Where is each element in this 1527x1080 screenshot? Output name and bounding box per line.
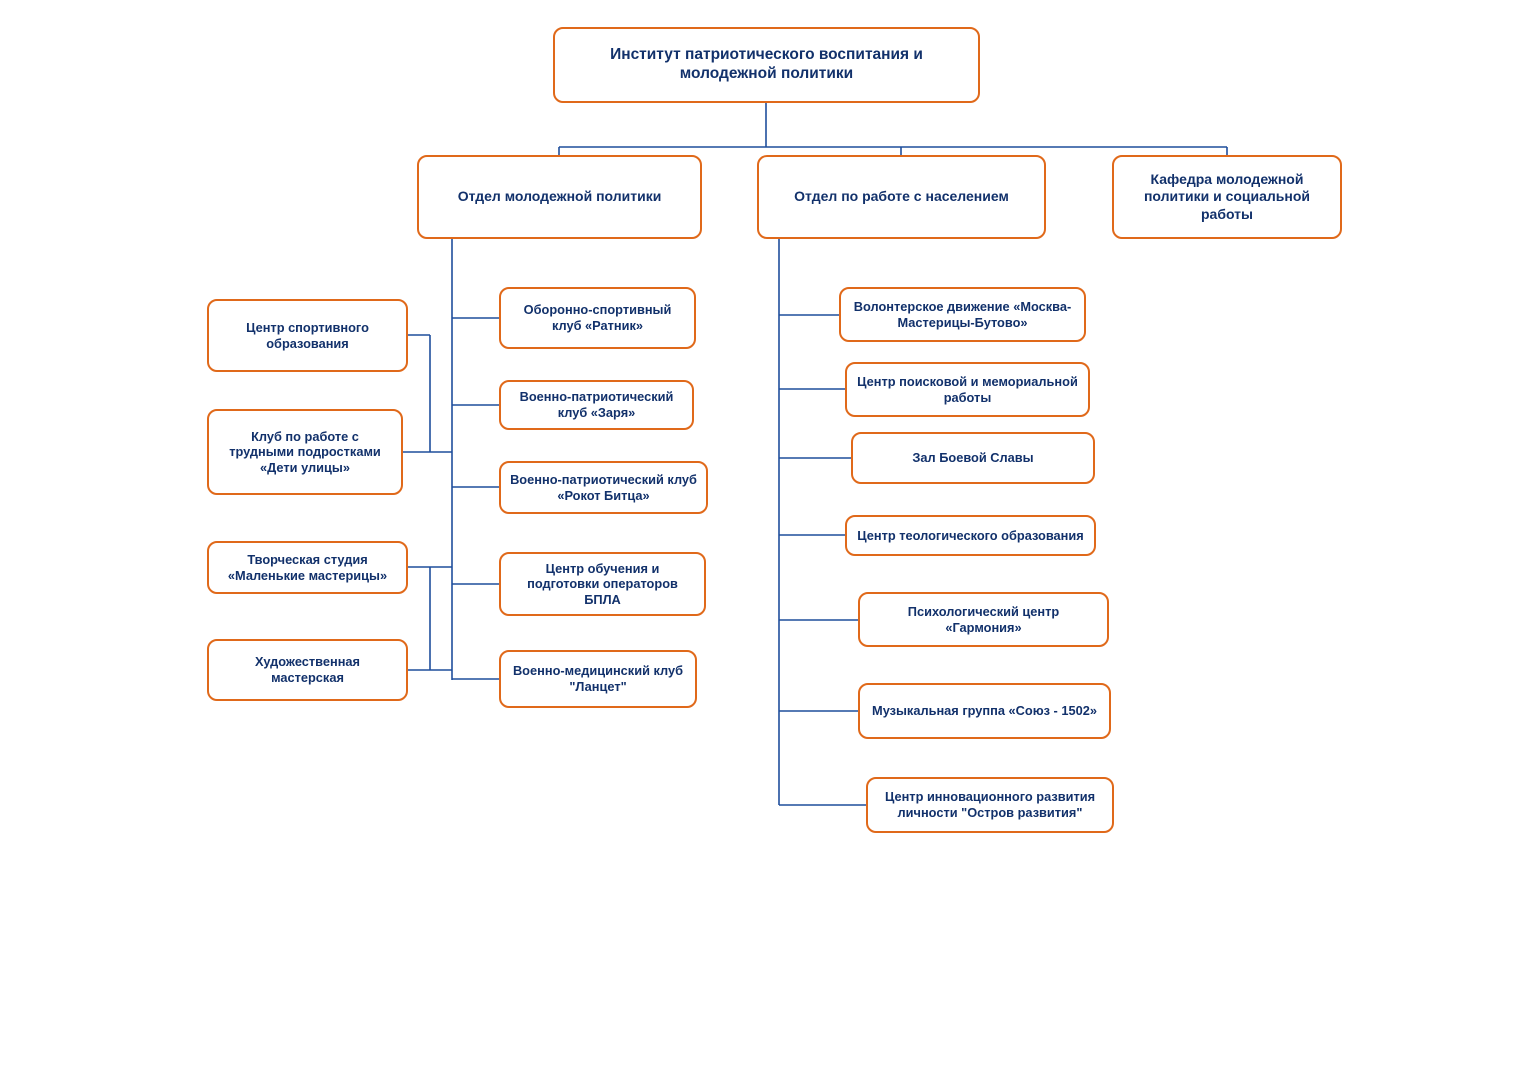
node-label: Отдел молодежной политики (457, 188, 662, 205)
node-label: Зал Боевой Славы (912, 450, 1034, 466)
node-unit-zarya-club[interactable] (499, 380, 694, 430)
node-unit-uav-operator-training[interactable] (499, 552, 706, 616)
node-institute-root[interactable] (553, 27, 980, 103)
node-unit-hall-of-military-glory[interactable] (851, 432, 1095, 484)
node-label: Психологический центр «Гармония» (907, 603, 1060, 635)
node-unit-ratnik-club[interactable] (499, 287, 696, 349)
node-label: Волонтерское движение «Москва-Мастерицы-Бутово» (853, 298, 1072, 330)
node-unit-psychological-center-garmoniya[interactable] (858, 592, 1109, 647)
node-department-youth-policy[interactable] (417, 155, 702, 239)
node-label: Оборонно-спортивный клуб «Ратник» (523, 302, 672, 333)
node-label: Клуб по работе с трудными подростками «Дети улицы» (229, 428, 381, 475)
node-label: Военно-медицинский клуб "Ланцет" (512, 663, 684, 694)
node-label: Военно-патриотический клуб «Рокот Битца» (510, 471, 697, 503)
node-label: Центр теологического образования (857, 527, 1084, 543)
node-label: Отдел по работе с населением (794, 188, 1009, 205)
node-label: Военно-патриотический клуб «Заря» (519, 389, 674, 420)
node-label: Кафедра молодежной политики и социальной работы (1143, 171, 1311, 222)
node-unit-innovation-personality-center[interactable] (866, 777, 1114, 833)
node-unit-theological-education-center[interactable] (845, 515, 1096, 556)
node-unit-volunteer-movement[interactable] (839, 287, 1086, 342)
node-unit-art-workshop[interactable] (207, 639, 408, 701)
node-unit-music-group-soyuz-1502[interactable] (858, 683, 1111, 739)
node-unit-street-children-club[interactable] (207, 409, 403, 495)
node-label: Творческая студия «Маленькие мастерицы» (227, 551, 388, 583)
node-label: Музыкальная группа «Союз - 1502» (872, 703, 1097, 719)
node-unit-sport-education-center[interactable] (207, 299, 408, 372)
node-label: Центр инновационного развития личности "Остров развития" (884, 789, 1096, 820)
node-label: Институт патриотического воспитания и молодежной политики (610, 46, 923, 82)
node-label: Центр обучения и подготовки операторов БПЛА (527, 560, 678, 607)
node-label: Центр спортивного образования (246, 319, 369, 351)
node-department-chair-youth-policy[interactable] (1112, 155, 1342, 239)
node-unit-creative-studio[interactable] (207, 541, 408, 594)
node-label: Художественная мастерская (254, 654, 361, 685)
node-unit-search-memorial-center[interactable] (845, 362, 1090, 417)
node-unit-rokot-bitca-club[interactable] (499, 461, 708, 514)
node-department-population-work[interactable] (757, 155, 1046, 239)
node-unit-lancet-medical-club[interactable] (499, 650, 697, 708)
node-label: Центр поисковой и мемориальной работы (857, 373, 1078, 405)
